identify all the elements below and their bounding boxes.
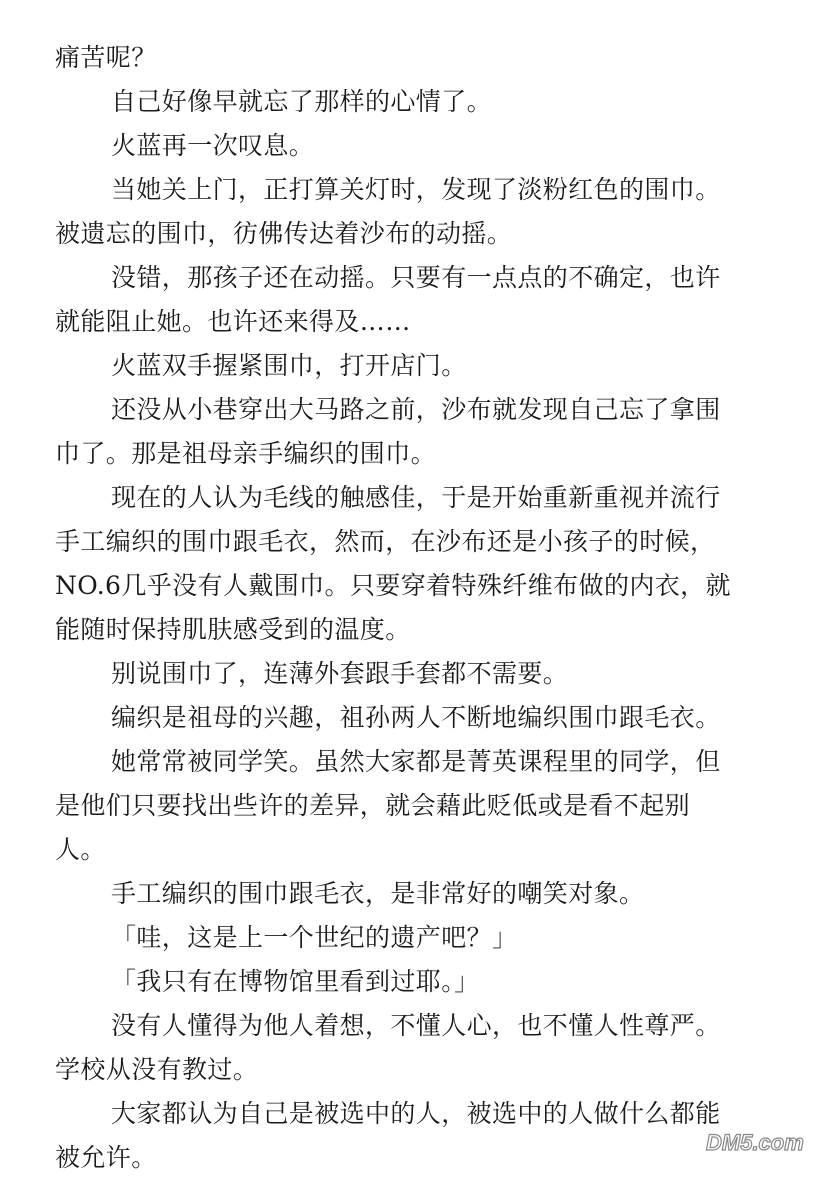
text-line: 别说围巾了，连薄外套跟手套都不需要。 — [111, 659, 569, 688]
text-line: 还没从小巷穿出大马路之前，沙布就发现自己忘了拿围 — [111, 395, 721, 424]
text-line: 痛苦呢？ — [55, 43, 157, 72]
text-line: 编织是祖母的兴趣，祖孙两人不断地编织围巾跟毛衣。 — [111, 703, 721, 732]
text-line: 手工编织的围巾跟毛衣，是非常好的嘲笑对象。 — [111, 879, 645, 908]
text-line: 当她关上门，正打算关灯时，发现了淡粉红色的围巾。 — [111, 175, 721, 204]
text-line: 「我只有在博物馆里看到过耶。」 — [111, 967, 480, 996]
text-line: 是他们只要找出些许的差异，就会藉此贬低或是看不起别 — [55, 791, 691, 820]
site-watermark-logo — [704, 1129, 814, 1155]
watermark-text: DM5.com — [706, 1130, 804, 1155]
text-line: 巾了。那是祖母亲手编织的围巾。 — [55, 439, 437, 468]
text-line: 火蓝双手握紧围巾，打开店门。 — [111, 351, 467, 380]
text-line: 学校从没有教过。 — [55, 1055, 259, 1084]
watermark-logo-icon — [704, 1129, 814, 1155]
text-line: 她常常被同学笑。虽然大家都是菁英课程里的同学，但 — [111, 747, 721, 776]
text-line: 火蓝再一次叹息。 — [111, 131, 315, 160]
text-line: 就能阻止她。也许还来得及…… — [55, 307, 411, 336]
text-line: 「哇，这是上一个世纪的遗产吧？」 — [111, 923, 518, 952]
text-line: 现在的人认为毛线的触感佳，于是开始重新重视并流行 — [111, 483, 721, 512]
text-line: 没有人懂得为他人着想，不懂人心，也不懂人性尊严。 — [111, 1011, 721, 1040]
text-line: 大家都认为自己是被选中的人，被选中的人做什么都能 — [111, 1099, 721, 1128]
text-line: 被遗忘的围巾，彷佛传达着沙布的动摇。 — [55, 219, 513, 248]
text-line: 人。 — [55, 835, 106, 864]
text-line: 自己好像早就忘了那样的心情了。 — [111, 87, 493, 116]
document-page — [55, 36, 755, 1180]
text-line: 没错，那孩子还在动摇。只要有一点点的不确定，也许 — [111, 263, 721, 292]
text-line: 手工编织的围巾跟毛衣，然而，在沙布还是小孩子的时候， — [55, 527, 716, 556]
text-line: 被允许。 — [55, 1143, 157, 1172]
text-line: NO.6几乎没有人戴围巾。只要穿着特殊纤维布做的内衣，就 — [55, 571, 731, 600]
text-line: 能随时保持肌肤感受到的温度。 — [55, 615, 411, 644]
